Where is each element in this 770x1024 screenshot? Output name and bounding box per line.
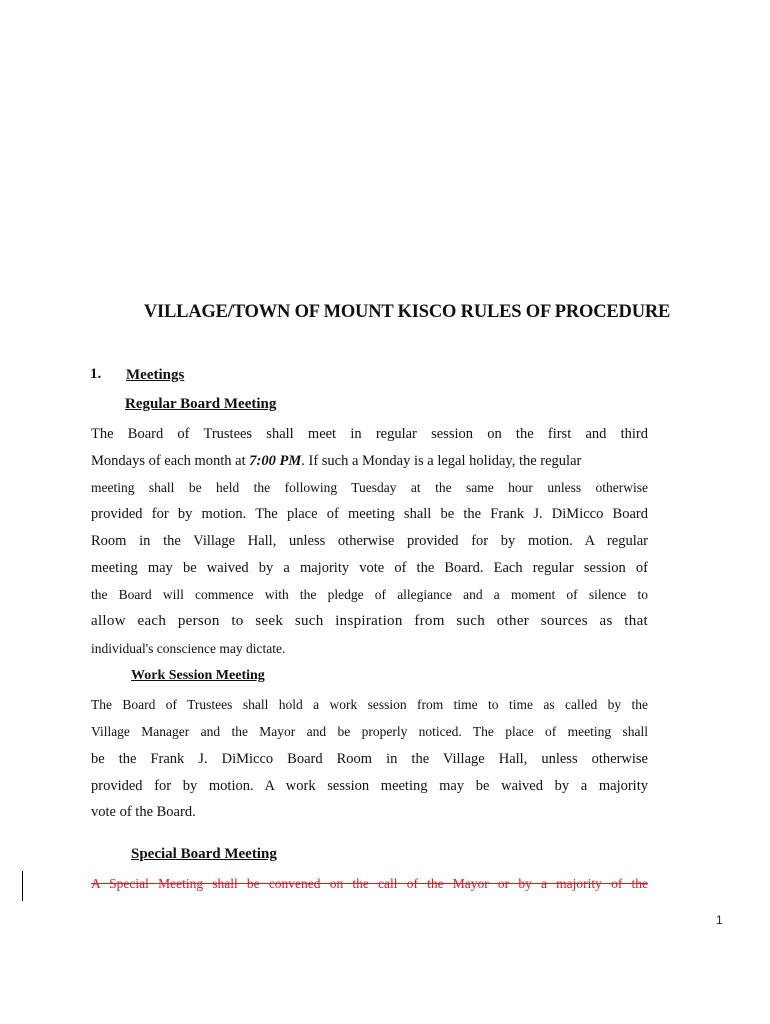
meeting-time: 7:00 PM <box>249 453 302 469</box>
page-number: 1 <box>716 913 723 927</box>
paragraph-line: meeting shall be held the following Tuesday at the same hour unless otherwise <box>91 480 648 495</box>
subheading-special-board-meeting: Special Board Meeting <box>131 846 277 862</box>
paragraph-line: The Board of Trustees shall meet in regular session on the first and third <box>91 426 648 442</box>
document-title: VILLAGE/TOWN OF MOUNT KISCO RULES OF PROCEDURE <box>143 302 671 322</box>
revision-change-bar <box>22 871 23 901</box>
text-segment: Mondays of each month at <box>91 453 250 469</box>
section-heading-meetings: Meetings <box>126 367 185 383</box>
paragraph-line: meeting may be waived by a majority vote of the Board. Each regular session of <box>91 560 648 576</box>
paragraph-line: vote of the Board. <box>91 804 196 820</box>
deleted-text-line: A Special Meeting shall be convened on the call of the Mayor or by a majority of the <box>91 876 648 891</box>
subheading-regular-board-meeting: Regular Board Meeting <box>125 396 277 412</box>
paragraph-line: be the Frank J. DiMicco Board Room in the Village Hall, unless otherwise <box>91 751 648 767</box>
paragraph-line: Village Manager and the Mayor and be properly noticed. The place of meeting shall <box>91 724 648 739</box>
paragraph-line: allow each person to seek such inspiration from such other sources as that <box>91 613 648 629</box>
paragraph-line: provided for by motion. A work session meeting may be waived by a majority <box>91 778 648 794</box>
paragraph-line: provided for by motion. The place of meeting shall be the Frank J. DiMicco Board <box>91 506 648 522</box>
paragraph-line: the Board will commence with the pledge of allegiance and a moment of silence to <box>91 587 648 602</box>
section-number: 1. <box>90 366 102 382</box>
paragraph-line <box>91 452 648 470</box>
subheading-work-session-meeting: Work Session Meeting <box>131 668 265 683</box>
paragraph-line: The Board of Trustees shall hold a work session from time to time as called by the <box>91 697 648 712</box>
paragraph-line: individual's conscience may dictate. <box>91 641 286 656</box>
paragraph-line: Room in the Village Hall, unless otherwise provided for by motion. A regular <box>91 533 648 549</box>
text-segment: . If such a Monday is a legal holiday, the regular <box>301 453 582 469</box>
